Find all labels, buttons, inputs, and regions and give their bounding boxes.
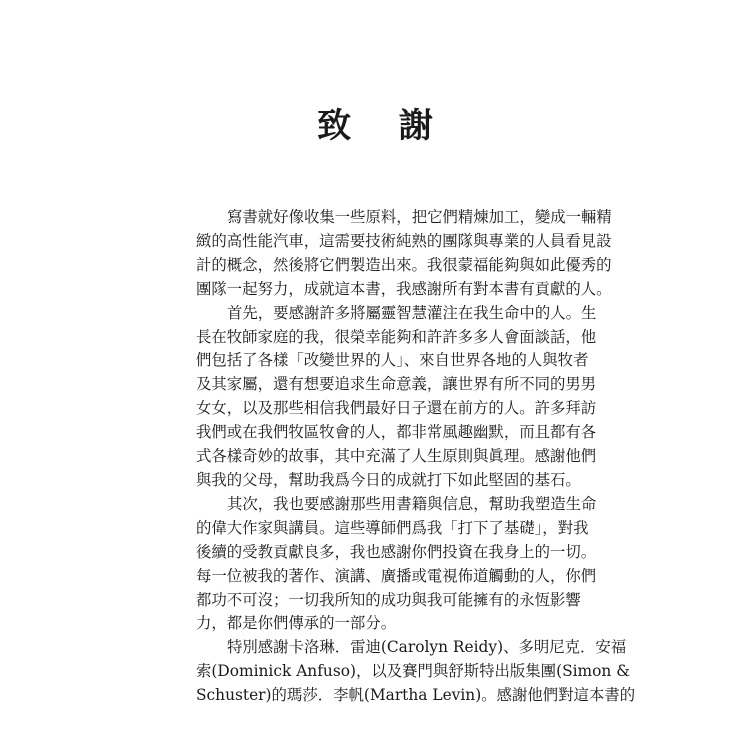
acknowledgements-body bbox=[196, 206, 636, 708]
text-line: 其次，我也要感謝那些用書籍與信息，幫助我塑造生命 bbox=[227, 494, 597, 513]
page-title: 致 謝 bbox=[317, 106, 451, 146]
text-line: 女女，以及那些相信我們最好日子還在前方的人。許多拜訪 bbox=[196, 399, 597, 418]
text-line: 團隊一起努力，成就這本書，我感謝所有對本書有貢獻的人。 bbox=[196, 279, 612, 298]
text-line: 特別感謝卡洛琳．雷迪(Carolyn Reidy)、多明尼克．安福 bbox=[227, 638, 627, 657]
paragraph bbox=[196, 493, 597, 636]
text-line: 的偉大作家與講員。這些導師們爲我「打下了基礎」，對我 bbox=[196, 518, 589, 537]
text-line: 我們或在我們牧區牧會的人，都非常風趣幽默，而且都有各 bbox=[196, 423, 597, 442]
text-line: 索(Dominick Anfuso)，以及賽門與舒斯特出版集團(Simon & bbox=[196, 662, 630, 681]
text-line: 都功不可沒；一切我所知的成功與我可能擁有的永恆影響 bbox=[196, 590, 581, 609]
text-line: 每一位被我的著作、演講、廣播或電視佈道觸動的人，你們 bbox=[196, 566, 597, 585]
text-line: Schuster)的瑪莎．李帆(Martha Levin)。感謝他們對這本書的 bbox=[196, 686, 636, 705]
text-line: 力，都是你們傳承的一部分。 bbox=[196, 614, 397, 633]
text-line: 首先，要感謝許多將屬靈智慧灌注在我生命中的人。生 bbox=[227, 303, 597, 322]
paragraph bbox=[196, 302, 597, 493]
text-line: 後續的受教貢獻良多，我也感謝你們投資在我身上的一切。 bbox=[196, 542, 597, 561]
text-line: 式各樣奇妙的故事，其中充滿了人生原則與眞理。感謝他們 bbox=[196, 447, 597, 466]
text-line: 寫書就好像收集一些原料，把它們精煉加工，變成一輛精 bbox=[227, 208, 612, 226]
text-line: 計的概念，然後將它們製造出來。我很蒙福能夠與如此優秀的 bbox=[196, 255, 612, 274]
text-line: 緻的高性能汽車，這需要技術純熟的團隊與專業的人員看見設 bbox=[196, 231, 612, 250]
text-line: 及其家屬，還有想要追求生命意義，讓世界有所不同的男男 bbox=[196, 375, 597, 394]
text-line: 長在牧師家庭的我，很榮幸能夠和許許多多人會面談話，他 bbox=[196, 327, 597, 346]
paragraph bbox=[196, 206, 612, 302]
text-line: 與我的父母，幫助我爲今日的成就打下如此堅固的基石。 bbox=[196, 470, 581, 489]
paragraph bbox=[196, 636, 636, 708]
text-line: 們包括了各樣「改變世界的人」、來自世界各地的人與牧者 bbox=[196, 351, 589, 370]
